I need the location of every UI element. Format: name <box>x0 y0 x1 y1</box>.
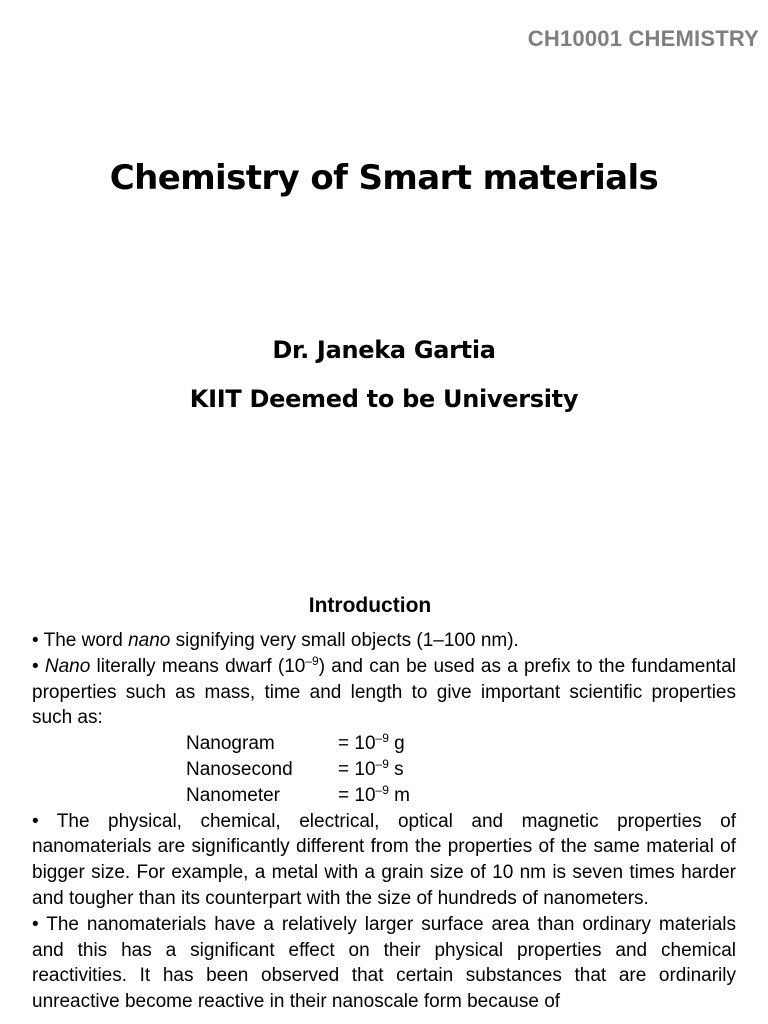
author-affiliation: KIIT Deemed to be University <box>189 385 579 413</box>
unit-row <box>32 783 736 809</box>
unit-value: = $10^{-9}$ g <box>338 731 405 755</box>
unit-row <box>32 731 736 757</box>
section-heading: Introduction <box>308 594 432 617</box>
bullet-surface-area: • The nanomaterials have a relatively larger surface area than ordinary materials and this has a significant effect on their physical properties and chemical reactivities. It has been observed that certain substances that are ordinarily unreactive become reactive in their nanoscale form because of <box>32 913 736 1013</box>
unit-name: Nanogram <box>186 733 275 755</box>
course-code: CH10001 CHEMISTRY <box>527 26 759 51</box>
page-title: Chemistry of Smart materials <box>109 158 659 198</box>
unit-name: Nanometer <box>186 784 280 806</box>
units-table <box>32 731 736 808</box>
bullet-physical-properties: • The physical, chemical, electrical, optical and magnetic properties of nanomaterials are significantly different from the properties of the same material of bigger size. For example, a metal with a grain size of 10 nm is seven times harder and tougher than its counterpart with the size of hundreds of nanometers. <box>32 810 736 909</box>
unit-value: = $10^{-9}$ m <box>338 782 410 806</box>
unit-name: Nanosecond <box>186 758 293 780</box>
bullet-nano-prefix: • Nano literally means dwarf $(10^{-9})$ and can be used as a prefix to the fundamental properties such as mass, time and length to give important scientific properties such as: <box>32 653 736 729</box>
bullet-nano-definition: • The word nano signifying very small objects (1–100 nm). <box>32 630 519 651</box>
introduction-body <box>32 628 736 1015</box>
unit-row <box>32 757 736 783</box>
unit-value: = $10^{-9}$ s <box>338 756 404 780</box>
author-name: Dr. Janeka Gartia <box>272 336 496 364</box>
